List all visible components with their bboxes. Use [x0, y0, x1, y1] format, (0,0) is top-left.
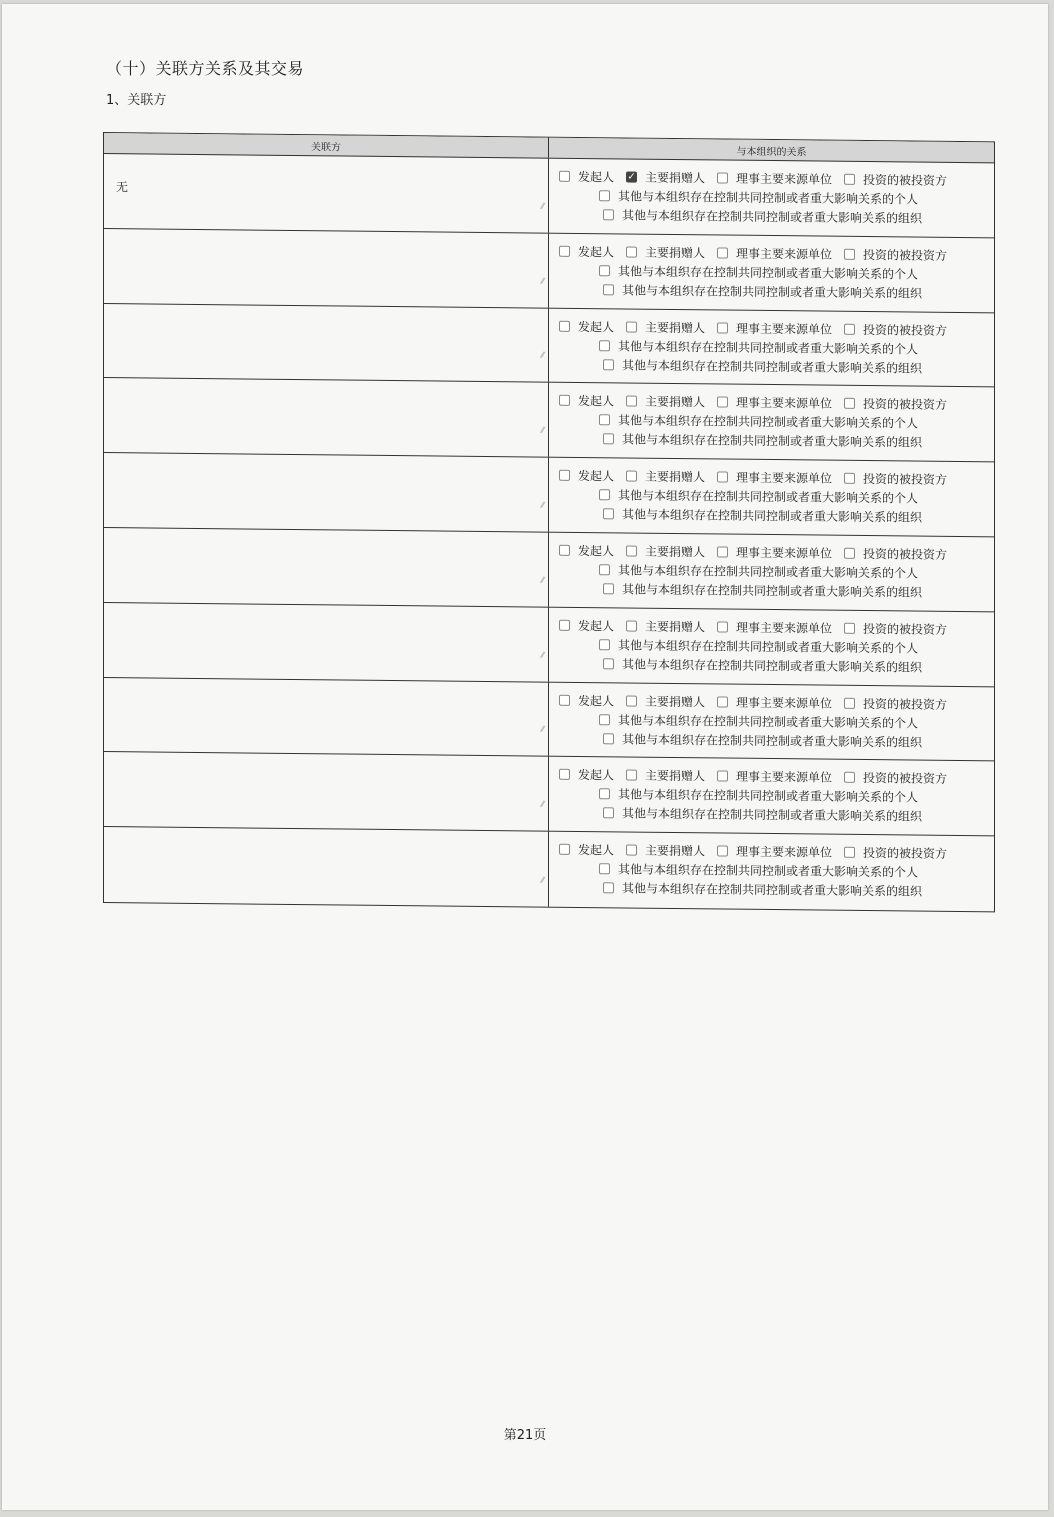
option-investee[interactable] [844, 320, 947, 338]
option-label: 理事主要来源单位 [736, 844, 833, 860]
option-label: 投资的被投资方 [863, 172, 948, 188]
option-founder[interactable] [559, 766, 614, 784]
checkbox-icon[interactable] [626, 770, 637, 781]
checkbox-icon[interactable] [599, 489, 610, 500]
option-other-org[interactable] [603, 655, 922, 675]
option-founder[interactable] [559, 243, 614, 261]
relation-cell [549, 533, 994, 611]
option-other-person[interactable] [599, 786, 918, 806]
checkbox-icon[interactable] [603, 434, 614, 445]
option-label: 其他与本组织存在控制共同控制或者重大影响关系的个人 [618, 563, 919, 581]
option-founder[interactable] [559, 317, 614, 335]
checkbox-icon[interactable] [844, 772, 855, 783]
sub-title: 1、关联方 [106, 93, 167, 108]
document-page [2, 4, 1048, 1510]
table-row [104, 378, 994, 462]
checkbox-icon[interactable] [559, 320, 570, 331]
option-label: 主要捐赠人 [645, 619, 706, 635]
option-other-person[interactable] [599, 860, 918, 880]
checkbox-icon[interactable] [559, 246, 570, 257]
option-director-source[interactable] [717, 244, 832, 262]
option-label: 投资的被投资方 [863, 472, 948, 488]
option-major-donor[interactable] [626, 393, 705, 411]
option-major-donor[interactable] [626, 617, 705, 635]
checkbox-icon[interactable] [599, 863, 610, 874]
option-founder[interactable] [559, 392, 614, 410]
checkbox-icon[interactable] [717, 846, 728, 857]
resize-handle-icon[interactable]: ⁄⁄ [541, 500, 544, 510]
option-founder[interactable] [559, 841, 614, 859]
checkbox-icon[interactable] [626, 845, 637, 856]
checkbox-icon[interactable] [559, 694, 570, 705]
option-label: 其他与本组织存在控制共同控制或者重大影响关系的组织 [622, 732, 923, 750]
resize-handle-icon[interactable]: ⁄⁄ [541, 875, 544, 885]
checkbox-icon[interactable] [599, 190, 610, 201]
checkbox-icon[interactable] [844, 847, 855, 858]
option-label: 其他与本组织存在控制共同控制或者重大影响关系的组织 [622, 208, 923, 226]
checkbox-icon[interactable] [603, 284, 614, 295]
party-name: 无 [116, 180, 129, 195]
checkbox-checked-icon[interactable]: ✓ [627, 170, 636, 183]
option-founder[interactable] [559, 542, 614, 560]
resize-handle-icon[interactable]: ⁄⁄ [541, 650, 544, 660]
option-major-donor[interactable] [626, 692, 705, 710]
option-label: 理事主要来源单位 [736, 396, 833, 412]
checkbox-icon[interactable] [603, 359, 614, 370]
option-director-source[interactable] [717, 543, 832, 561]
resize-handle-icon[interactable]: ⁄⁄ [541, 201, 544, 211]
option-major-donor[interactable] [626, 767, 705, 785]
option-other-person[interactable] [599, 337, 918, 357]
option-label: 主要捐赠人 [645, 245, 706, 261]
option-label: 其他与本组织存在控制共同控制或者重大影响关系的个人 [618, 638, 919, 656]
checkbox-icon[interactable] [599, 415, 610, 426]
option-investee[interactable] [844, 545, 947, 563]
option-other-person[interactable] [599, 711, 918, 731]
section-title: （十）关联方关系及其交易 [106, 59, 305, 78]
relation-cell [549, 308, 994, 386]
option-label: 投资的被投资方 [863, 846, 948, 862]
table-row [104, 827, 994, 911]
resize-handle-icon[interactable]: ⁄⁄ [541, 575, 544, 585]
option-major-donor[interactable] [626, 468, 705, 486]
option-other-org[interactable] [603, 356, 922, 376]
option-other-person[interactable] [599, 262, 918, 282]
option-label: 理事主要来源单位 [736, 545, 833, 561]
checkbox-icon[interactable] [599, 789, 610, 800]
option-other-org[interactable] [603, 730, 922, 750]
relation-cell [549, 682, 994, 760]
relation-cell [549, 159, 994, 237]
option-director-source[interactable] [717, 394, 832, 412]
option-label: 发起人 [578, 768, 615, 783]
option-investee[interactable] [844, 620, 947, 638]
checkbox-icon[interactable] [844, 323, 855, 334]
option-label: 其他与本组织存在控制共同控制或者重大影响关系的组织 [622, 881, 923, 899]
checkbox-icon[interactable] [717, 696, 728, 707]
option-label: 其他与本组织存在控制共同控制或者重大影响关系的个人 [618, 189, 919, 207]
option-label: 发起人 [578, 469, 615, 484]
checkbox-icon[interactable] [603, 658, 614, 669]
table-row [104, 229, 994, 313]
checkbox-icon[interactable] [603, 583, 614, 594]
party-cell[interactable] [104, 752, 549, 830]
option-other-org[interactable] [603, 431, 922, 451]
option-founder[interactable] [559, 467, 614, 485]
option-label: 理事主要来源单位 [736, 770, 833, 786]
option-label: 其他与本组织存在控制共同控制或者重大影响关系的个人 [618, 712, 919, 731]
option-other-person[interactable] [599, 412, 918, 432]
option-label: 理事主要来源单位 [736, 620, 833, 636]
table-row [104, 678, 994, 762]
checkbox-icon[interactable] [599, 340, 610, 351]
option-other-org[interactable] [603, 805, 922, 825]
checkbox-icon[interactable] [599, 639, 610, 650]
option-founder[interactable] [559, 617, 614, 635]
checkbox-icon[interactable] [717, 546, 728, 557]
option-label: 其他与本组织存在控制共同控制或者重大影响关系的组织 [622, 283, 923, 301]
option-label: 投资的被投资方 [863, 322, 948, 338]
option-major-donor[interactable] [626, 542, 705, 560]
option-investee[interactable] [844, 769, 947, 787]
option-label: 投资的被投资方 [863, 771, 948, 787]
checkbox-icon[interactable] [603, 808, 614, 819]
checkbox-icon[interactable] [559, 769, 570, 780]
checkbox-icon[interactable] [626, 396, 637, 407]
checkbox-icon[interactable] [559, 171, 570, 182]
option-label: 其他与本组织存在控制共同控制或者重大影响关系的个人 [618, 338, 919, 357]
header-relation: 与本组织的关系 [736, 146, 807, 158]
option-founder[interactable] [559, 168, 614, 186]
option-label: 其他与本组织存在控制共同控制或者重大影响关系的组织 [622, 806, 923, 824]
option-label: 理事主要来源单位 [736, 321, 833, 337]
table-body [104, 154, 994, 911]
option-other-org[interactable] [603, 206, 922, 226]
table-row [104, 453, 994, 537]
checkbox-icon[interactable] [559, 620, 570, 631]
option-label: 理事主要来源单位 [736, 171, 833, 187]
checkbox-icon[interactable] [717, 397, 728, 408]
checkbox-icon[interactable] [844, 548, 855, 559]
option-label: 主要捐赠人 [645, 769, 706, 784]
option-major-donor[interactable] [626, 168, 705, 186]
party-cell[interactable] [104, 378, 549, 456]
option-label: 发起人 [578, 693, 615, 708]
checkbox-icon[interactable] [844, 473, 855, 484]
party-cell[interactable] [104, 603, 549, 681]
option-founder[interactable] [559, 691, 614, 709]
party-cell[interactable] [104, 304, 549, 382]
option-label: 主要捐赠人 [645, 843, 706, 859]
option-other-person[interactable] [599, 187, 918, 207]
checkbox-icon[interactable] [626, 695, 637, 706]
resize-handle-icon[interactable]: ⁄⁄ [541, 350, 544, 361]
checkbox-icon[interactable] [603, 508, 614, 519]
option-label: 其他与本组织存在控制共同控制或者重大影响关系的组织 [622, 582, 923, 600]
option-major-donor[interactable] [626, 318, 705, 336]
party-cell[interactable] [104, 827, 549, 906]
option-label: 其他与本组织存在控制共同控制或者重大影响关系的个人 [618, 787, 919, 805]
relation-cell [549, 757, 994, 835]
checkbox-icon[interactable] [626, 471, 637, 482]
checkbox-icon[interactable] [599, 564, 610, 575]
checkbox-icon[interactable] [626, 321, 637, 332]
checkbox-icon[interactable] [844, 623, 855, 634]
checkbox-icon[interactable] [559, 545, 570, 556]
checkbox-icon[interactable] [844, 174, 855, 185]
option-label: 投资的被投资方 [863, 621, 948, 637]
option-major-donor[interactable] [626, 842, 705, 860]
resize-handle-icon[interactable]: ⁄⁄ [541, 425, 544, 435]
option-other-org[interactable] [603, 281, 922, 301]
page-number: 第21页 [503, 1428, 547, 1443]
option-label: 主要捐赠人 [645, 694, 706, 709]
option-other-org[interactable] [603, 580, 922, 600]
relation-cell [549, 383, 994, 461]
option-label: 理事主要来源单位 [736, 695, 833, 711]
checkbox-icon[interactable] [603, 882, 614, 893]
checkbox-icon[interactable] [717, 472, 728, 483]
option-label: 投资的被投资方 [863, 247, 948, 263]
relation-cell [549, 607, 994, 685]
checkbox-icon[interactable] [599, 265, 610, 276]
option-label: 发起人 [578, 319, 615, 334]
checkbox-icon[interactable] [559, 470, 570, 481]
option-investee[interactable] [844, 470, 947, 488]
resize-handle-icon[interactable]: ⁄⁄ [541, 799, 544, 809]
checkbox-icon[interactable] [844, 249, 855, 260]
option-label: 主要捐赠人 [645, 320, 706, 335]
checkbox-icon[interactable] [559, 844, 570, 855]
option-label: 发起人 [578, 244, 615, 260]
option-other-person[interactable] [599, 561, 918, 581]
checkbox-icon[interactable] [599, 714, 610, 725]
option-other-org[interactable] [603, 879, 922, 899]
resize-handle-icon[interactable]: ⁄⁄ [541, 724, 544, 734]
party-cell[interactable] [104, 678, 549, 756]
option-label: 主要捐赠人 [645, 395, 706, 410]
checkbox-icon[interactable] [717, 322, 728, 333]
option-label: 其他与本组织存在控制共同控制或者重大影响关系的个人 [618, 413, 919, 431]
option-label: 其他与本组织存在控制共同控制或者重大影响关系的个人 [618, 862, 919, 880]
option-label: 发起人 [578, 618, 615, 634]
checkbox-icon[interactable] [717, 247, 728, 258]
option-label: 主要捐赠人 [645, 469, 706, 485]
header-party: 关联方 [104, 133, 549, 158]
option-director-source[interactable] [717, 169, 832, 187]
party-cell[interactable] [104, 453, 549, 531]
option-investee[interactable] [844, 171, 947, 189]
option-director-source[interactable] [717, 768, 832, 786]
checkbox-icon[interactable] [717, 771, 728, 782]
option-director-source[interactable] [717, 469, 832, 487]
option-director-source[interactable] [717, 843, 832, 861]
related-party-table [103, 132, 995, 912]
table-row [104, 603, 994, 687]
relation-cell [549, 832, 994, 911]
option-label: 理事主要来源单位 [736, 246, 833, 262]
option-investee[interactable] [844, 694, 947, 712]
option-director-source[interactable] [717, 618, 832, 636]
option-label: 主要捐赠人 [645, 544, 706, 560]
option-label: 理事主要来源单位 [736, 470, 833, 486]
table-row [104, 304, 994, 388]
option-label: 发起人 [578, 169, 615, 185]
option-label: 其他与本组织存在控制共同控制或者重大影响关系的组织 [622, 657, 923, 675]
option-label: 发起人 [578, 543, 615, 559]
checkbox-icon[interactable] [603, 209, 614, 220]
relation-cell [549, 233, 994, 311]
option-investee[interactable] [844, 844, 947, 862]
option-label: 其他与本组织存在控制共同控制或者重大影响关系的组织 [622, 507, 923, 525]
checkbox-icon[interactable] [844, 697, 855, 708]
option-label: 投资的被投资方 [863, 696, 948, 712]
option-label: 主要捐赠人 [645, 170, 706, 186]
option-label: 其他与本组织存在控制共同控制或者重大影响关系的组织 [622, 432, 923, 450]
option-label: 投资的被投资方 [863, 397, 948, 413]
option-label: 其他与本组织存在控制共同控制或者重大影响关系的个人 [618, 264, 919, 282]
table-row [104, 528, 994, 612]
relation-cell [549, 458, 994, 536]
option-label: 其他与本组织存在控制共同控制或者重大影响关系的个人 [618, 488, 919, 506]
checkbox-icon[interactable] [603, 733, 614, 744]
table-row [104, 154, 994, 238]
option-other-person[interactable] [599, 486, 918, 506]
option-director-source[interactable] [717, 693, 832, 711]
option-other-person[interactable] [599, 636, 918, 656]
option-director-source[interactable] [717, 319, 832, 337]
checkbox-icon[interactable] [717, 172, 728, 183]
checkbox-icon[interactable] [626, 246, 637, 257]
party-cell[interactable] [104, 154, 549, 232]
option-investee[interactable] [844, 246, 947, 264]
option-major-donor[interactable] [626, 243, 705, 261]
checkbox-icon[interactable] [626, 620, 637, 631]
option-label: 发起人 [578, 394, 615, 409]
resize-handle-icon[interactable]: ⁄⁄ [541, 276, 544, 286]
option-other-org[interactable] [603, 505, 922, 525]
party-cell[interactable] [104, 229, 549, 307]
checkbox-icon[interactable] [559, 395, 570, 406]
option-label: 发起人 [578, 843, 615, 858]
checkbox-icon[interactable] [717, 621, 728, 632]
option-investee[interactable] [844, 395, 947, 413]
party-cell[interactable] [104, 528, 549, 606]
table-row [104, 752, 994, 836]
checkbox-icon[interactable] [626, 545, 637, 556]
checkbox-icon[interactable] [844, 398, 855, 409]
option-label: 投资的被投资方 [863, 546, 948, 562]
option-label: 其他与本组织存在控制共同控制或者重大影响关系的组织 [622, 358, 923, 376]
